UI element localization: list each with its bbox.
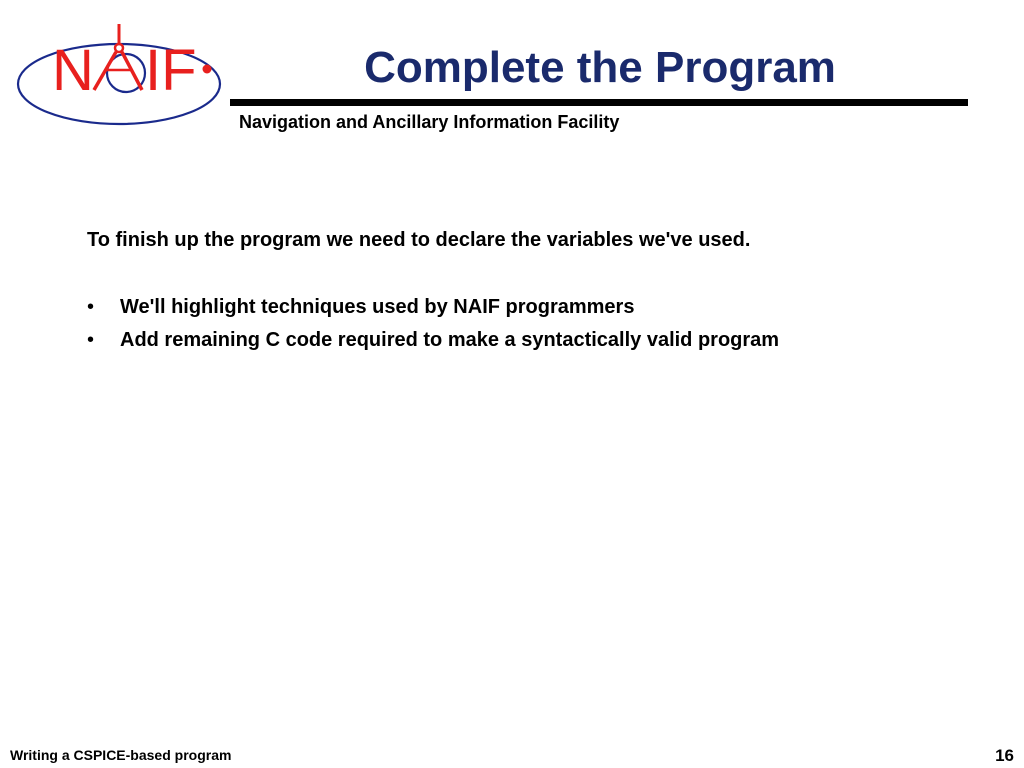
logo-letter-n: N bbox=[52, 38, 94, 103]
page-title: Complete the Program bbox=[364, 43, 836, 92]
list-item-text: Add remaining C code required to make a syntactically valid program bbox=[120, 329, 780, 351]
logo-letters-if: IF bbox=[145, 38, 197, 103]
title-divider bbox=[230, 99, 968, 106]
naif-logo-icon bbox=[14, 22, 228, 140]
page-subtitle: Navigation and Ancillary Information Facility bbox=[239, 112, 620, 132]
list-item bbox=[87, 324, 967, 357]
bullet-icon: • bbox=[87, 329, 95, 351]
intro-text: To finish up the program we need to declare the variables we've used. bbox=[87, 229, 751, 251]
bullet-icon: • bbox=[87, 296, 95, 318]
slide-content bbox=[87, 226, 967, 357]
bullet-list bbox=[87, 291, 967, 357]
footer-title: Writing a CSPICE-based program bbox=[10, 747, 232, 763]
list-item-text: We'll highlight techniques used by NAIF programmers bbox=[120, 296, 635, 318]
page-number: 16 bbox=[995, 746, 1014, 765]
list-item bbox=[87, 291, 967, 324]
